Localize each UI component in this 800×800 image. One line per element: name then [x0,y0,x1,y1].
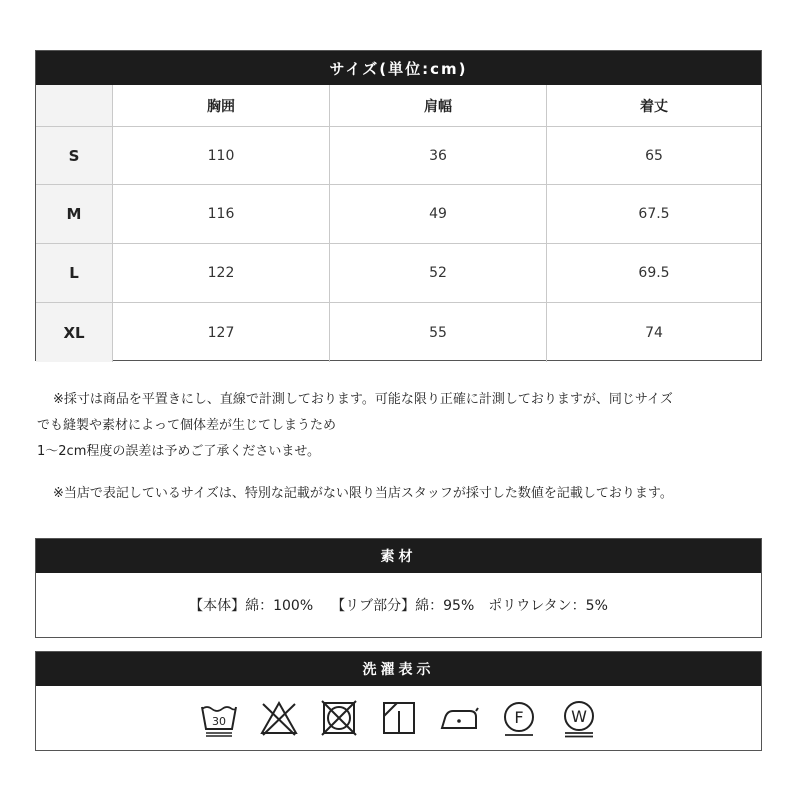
iron-low-icon [439,698,479,738]
table-cell: 55 [330,303,547,362]
row-size-m: M [36,185,113,244]
dry-clean-f-icon [499,698,539,738]
header-shoulder: 肩幅 [330,85,547,127]
table-corner [36,85,113,127]
wet-clean-w-label: W [570,707,587,726]
rib-value: 綿：95% ポリウレタン：5% [415,598,608,614]
no-bleach-icon [259,698,299,738]
row-size-s: S [36,127,113,185]
rib-label: 【リブ部分】 [331,598,416,614]
material-body [36,573,761,637]
dry-clean-f-label: F [513,708,524,727]
line-dry-shade-icon [379,698,419,738]
table-cell: 110 [113,127,330,185]
row-size-xl: XL [36,303,113,362]
wash-30-icon [199,698,239,738]
measurement-note [37,387,767,465]
size-table-title: サイズ(単位:cm) [36,51,761,85]
note-line: 1～2cm程度の誤差は予めご了承くださいませ。 [37,444,320,459]
material-title: 素材 [36,539,761,573]
body-label: 【本体】 [189,598,246,614]
table-cell: 65 [547,127,761,185]
row-size-l: L [36,244,113,303]
wet-clean-w-icon [559,698,599,738]
header-length: 着丈 [547,85,761,127]
material-box [35,538,762,638]
table-cell: 36 [330,127,547,185]
table-cell: 69.5 [547,244,761,303]
table-cell: 122 [113,244,330,303]
size-table [35,50,762,361]
size-grid [36,85,761,362]
table-cell: 52 [330,244,547,303]
body-value: 綿：100% [245,598,314,614]
care-icons [36,686,761,750]
wash-temp-label: 30 [211,715,226,728]
note-line: でも縫製や素材によって個体差が生じてしまうため [37,418,337,433]
table-cell: 67.5 [547,185,761,244]
table-cell: 116 [113,185,330,244]
care-title: 洗濯表示 [36,652,761,686]
note-line: ※採寸は商品を平置きにし、直線で計測しております。可能な限り正確に計測しておりますが、同じサイズ [53,392,673,407]
no-tumble-dry-icon [319,698,359,738]
table-cell: 74 [645,324,663,341]
care-box [35,651,762,751]
header-chest: 胸囲 [113,85,330,127]
table-cell: 49 [330,185,547,244]
size-note: ※当店で表記しているサイズは、特別な記載がない限り当店スタッフが採寸した数値を記載しております。 [53,486,673,501]
table-cell: 127 [113,303,330,362]
